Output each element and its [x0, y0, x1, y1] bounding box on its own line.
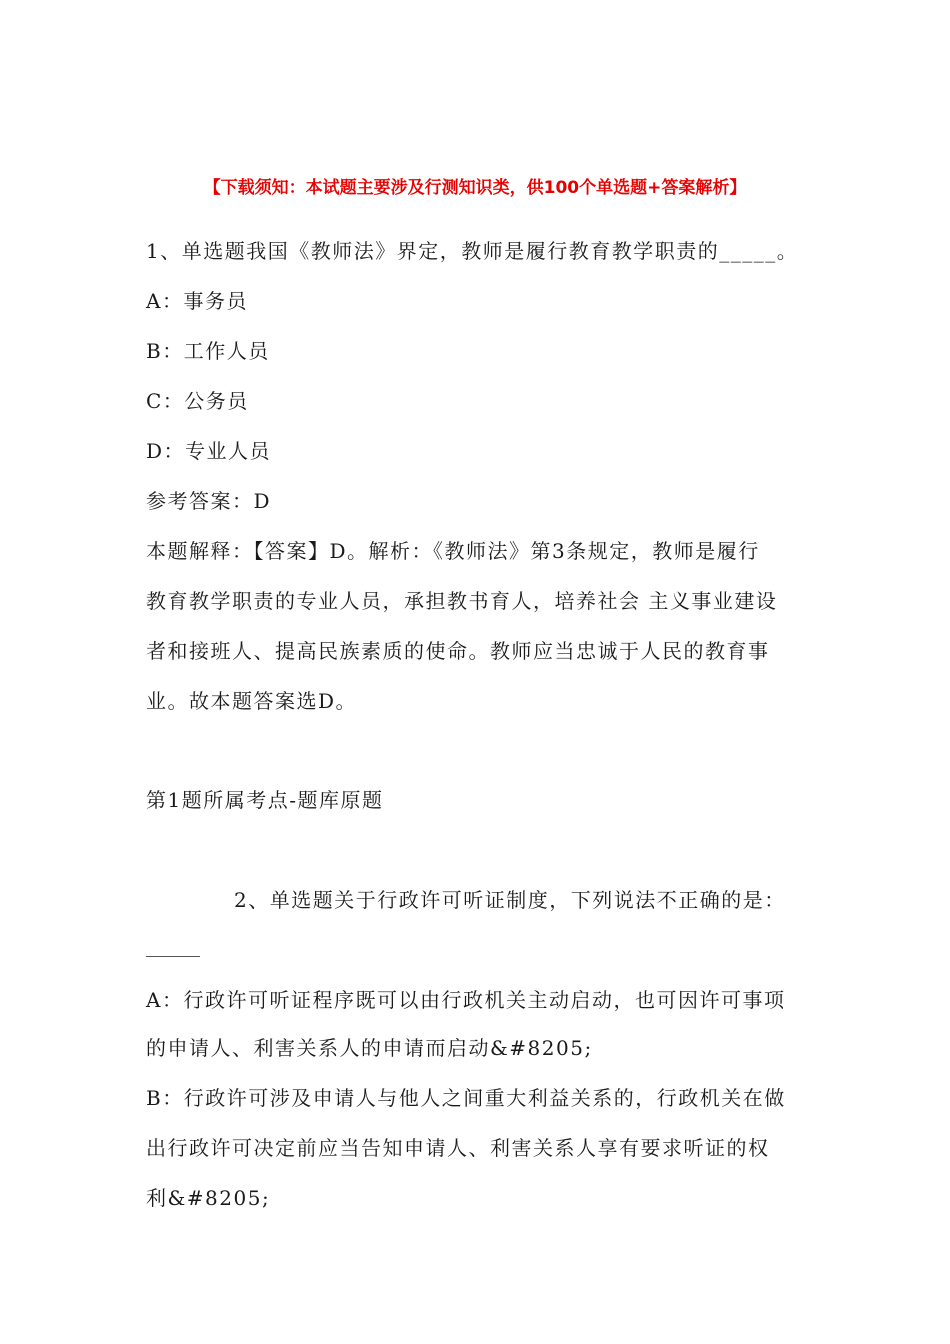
question-1-option-c: C：公务员: [146, 389, 249, 413]
question-1-explanation-line: 者和接班人、提高民族素质的使命。教师应当忠诚于人民的教育事: [146, 639, 770, 663]
question-1-stem: 1、单选题我国《教师法》界定，教师是履行教育教学职责的_____。: [146, 239, 799, 263]
question-1-source: 第1题所属考点-题库原题: [146, 788, 384, 812]
question-1-option-a: A：事务员: [146, 289, 248, 313]
question-1-explanation-line: 本题解释：【答案】D。解析：《教师法》第3条规定，教师是履行: [146, 539, 760, 563]
question-2-option-b-line: B：行政许可涉及申请人与他人之间重大利益关系的，行政机关在做: [146, 1086, 786, 1110]
question-2-option-a-line: A：行政许可听证程序既可以由行政机关主动启动，也可因许可事项: [146, 988, 786, 1012]
question-2-option-b-line: 出行政许可决定前应当告知申请人、利害关系人享有要求听证的权: [146, 1136, 770, 1160]
download-notice: 【下载须知：本试题主要涉及行测知识类，供100个单选题+答案解析】: [203, 178, 747, 198]
answer-blank-line: [146, 956, 200, 957]
question-1-answer: 参考答案：D: [146, 489, 272, 513]
question-1-explanation-line: 教育教学职责的专业人员，承担教书育人，培养社会 主义事业建设: [146, 589, 778, 613]
question-1-option-b: B：工作人员: [146, 339, 270, 363]
question-2-option-b-line: 利&#8205;: [146, 1186, 271, 1210]
question-2-stem: 2、单选题关于行政许可听证制度，下列说法不正确的是：: [234, 888, 786, 912]
question-1-explanation-line: 业。故本题答案选D。: [146, 689, 358, 713]
question-2-option-a-line: 的申请人、利害关系人的申请而启动&#8205;: [146, 1036, 593, 1060]
question-1-option-d: D：专业人员: [146, 439, 272, 463]
